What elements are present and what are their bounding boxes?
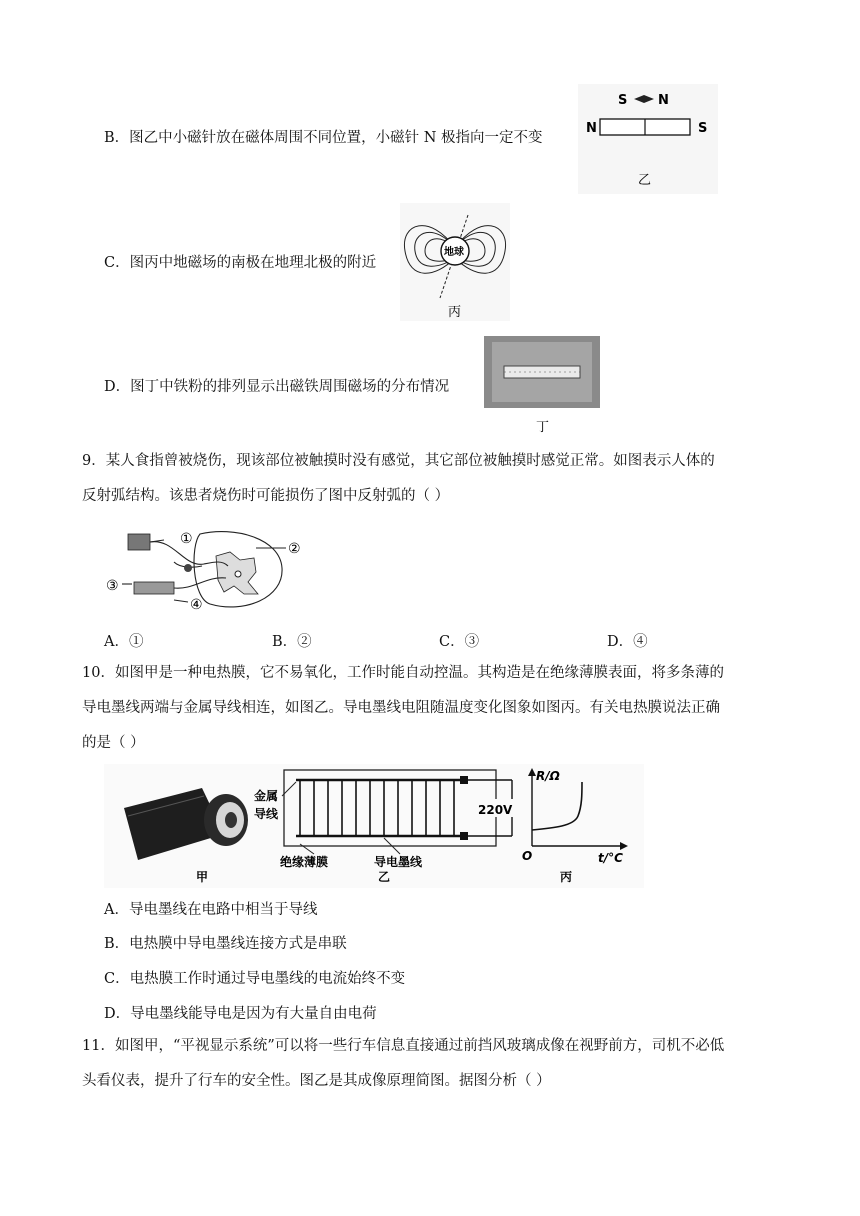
- metal-wire-label-1: 金属: [254, 789, 279, 803]
- fig-b-caption: 乙: [638, 173, 652, 188]
- q9-stem-line2: 反射弧结构。该患者烧伤时可能损伤了图中反射弧的（ ）: [82, 488, 450, 504]
- q9-option-b[interactable]: B．②: [272, 634, 312, 650]
- metal-wire-label-2: 导线: [254, 807, 279, 821]
- needle-n-label: N: [658, 93, 669, 108]
- needle-s-label: S: [618, 93, 628, 108]
- mark-3: ③: [106, 578, 119, 594]
- insulating-film-label: 绝缘薄膜: [280, 855, 329, 869]
- q9-option-c[interactable]: C．③: [439, 634, 480, 650]
- q8-figure-c: [400, 203, 510, 321]
- magnet-n-label: N: [586, 121, 597, 136]
- cap-bing: 丙: [560, 870, 573, 884]
- q10-stem-line3: 的是（ ）: [82, 735, 145, 751]
- q9-option-d[interactable]: D．④: [607, 634, 648, 650]
- cap-jia: 甲: [196, 870, 209, 884]
- reflex-arc-figure: [104, 528, 304, 618]
- earth-label: 地球: [444, 247, 464, 258]
- effector-icon: [134, 582, 174, 594]
- voltage-label: 220V: [478, 803, 513, 817]
- q8-option-d: D．图丁中铁粉的排列显示出磁铁周围磁场的分布情况: [104, 379, 450, 395]
- origin-label: O: [522, 849, 533, 863]
- q10-option-a[interactable]: A．导电墨线在电路中相当于导线: [104, 902, 318, 918]
- magnet-s-label: S: [698, 121, 708, 136]
- y-axis-label: R/Ω: [536, 769, 560, 783]
- q10-stem-line2: 导电墨线两端与金属导线相连，如图乙。导电墨线电阻随温度变化图象如图丙。有关电热膜说法正确: [82, 700, 720, 716]
- q10-option-c[interactable]: C．电热膜工作时通过导电墨线的电流始终不变: [104, 971, 406, 987]
- q10-option-d[interactable]: D．导电墨线能导电是因为有大量自由电荷: [104, 1006, 377, 1022]
- q8-figure-d: [484, 336, 600, 436]
- q8-option-b: B．图乙中小磁针放在磁体周围不同位置，小磁针 N 极指向一定不变: [104, 130, 543, 146]
- mark-2: ②: [288, 541, 301, 557]
- q9-stem-line1: 9．某人食指曾被烧伤，现该部位被触摸时没有感觉，其它部位被触摸时感觉正常。如图表示人体的: [82, 453, 715, 469]
- ink-line-label: 导电墨线: [374, 855, 423, 869]
- cap-yi: 乙: [378, 870, 391, 884]
- receptor-icon: [128, 534, 150, 550]
- q11-stem-line2: 头看仪表，提升了行车的安全性。图乙是其成像原理简图。据图分析（ ）: [82, 1073, 551, 1089]
- q11-stem-line1: 11．如图甲，“平视显示系统”可以将一些行车信息直接通过前挡风玻璃成像在视野前方，司机不必低: [82, 1038, 725, 1054]
- q9-option-a[interactable]: A．①: [104, 634, 144, 650]
- electric-film-figure: [104, 764, 644, 888]
- q8-figure-b: [578, 84, 718, 194]
- mark-1: ①: [180, 531, 193, 547]
- x-axis-label: t/°C: [598, 851, 623, 865]
- fig-d-caption: 丁: [536, 420, 550, 435]
- q10-stem-line1: 10．如图甲是一种电热膜，它不易氧化，工作时能自动控温。其构造是在绝缘薄膜表面，将多条薄的: [82, 665, 724, 681]
- mark-4: ④: [190, 597, 203, 613]
- fig-c-caption: 丙: [448, 305, 462, 320]
- q10-option-b[interactable]: B．电热膜中导电墨线连接方式是串联: [104, 936, 347, 952]
- q8-option-c: C．图丙中地磁场的南极在地理北极的附近: [104, 255, 377, 271]
